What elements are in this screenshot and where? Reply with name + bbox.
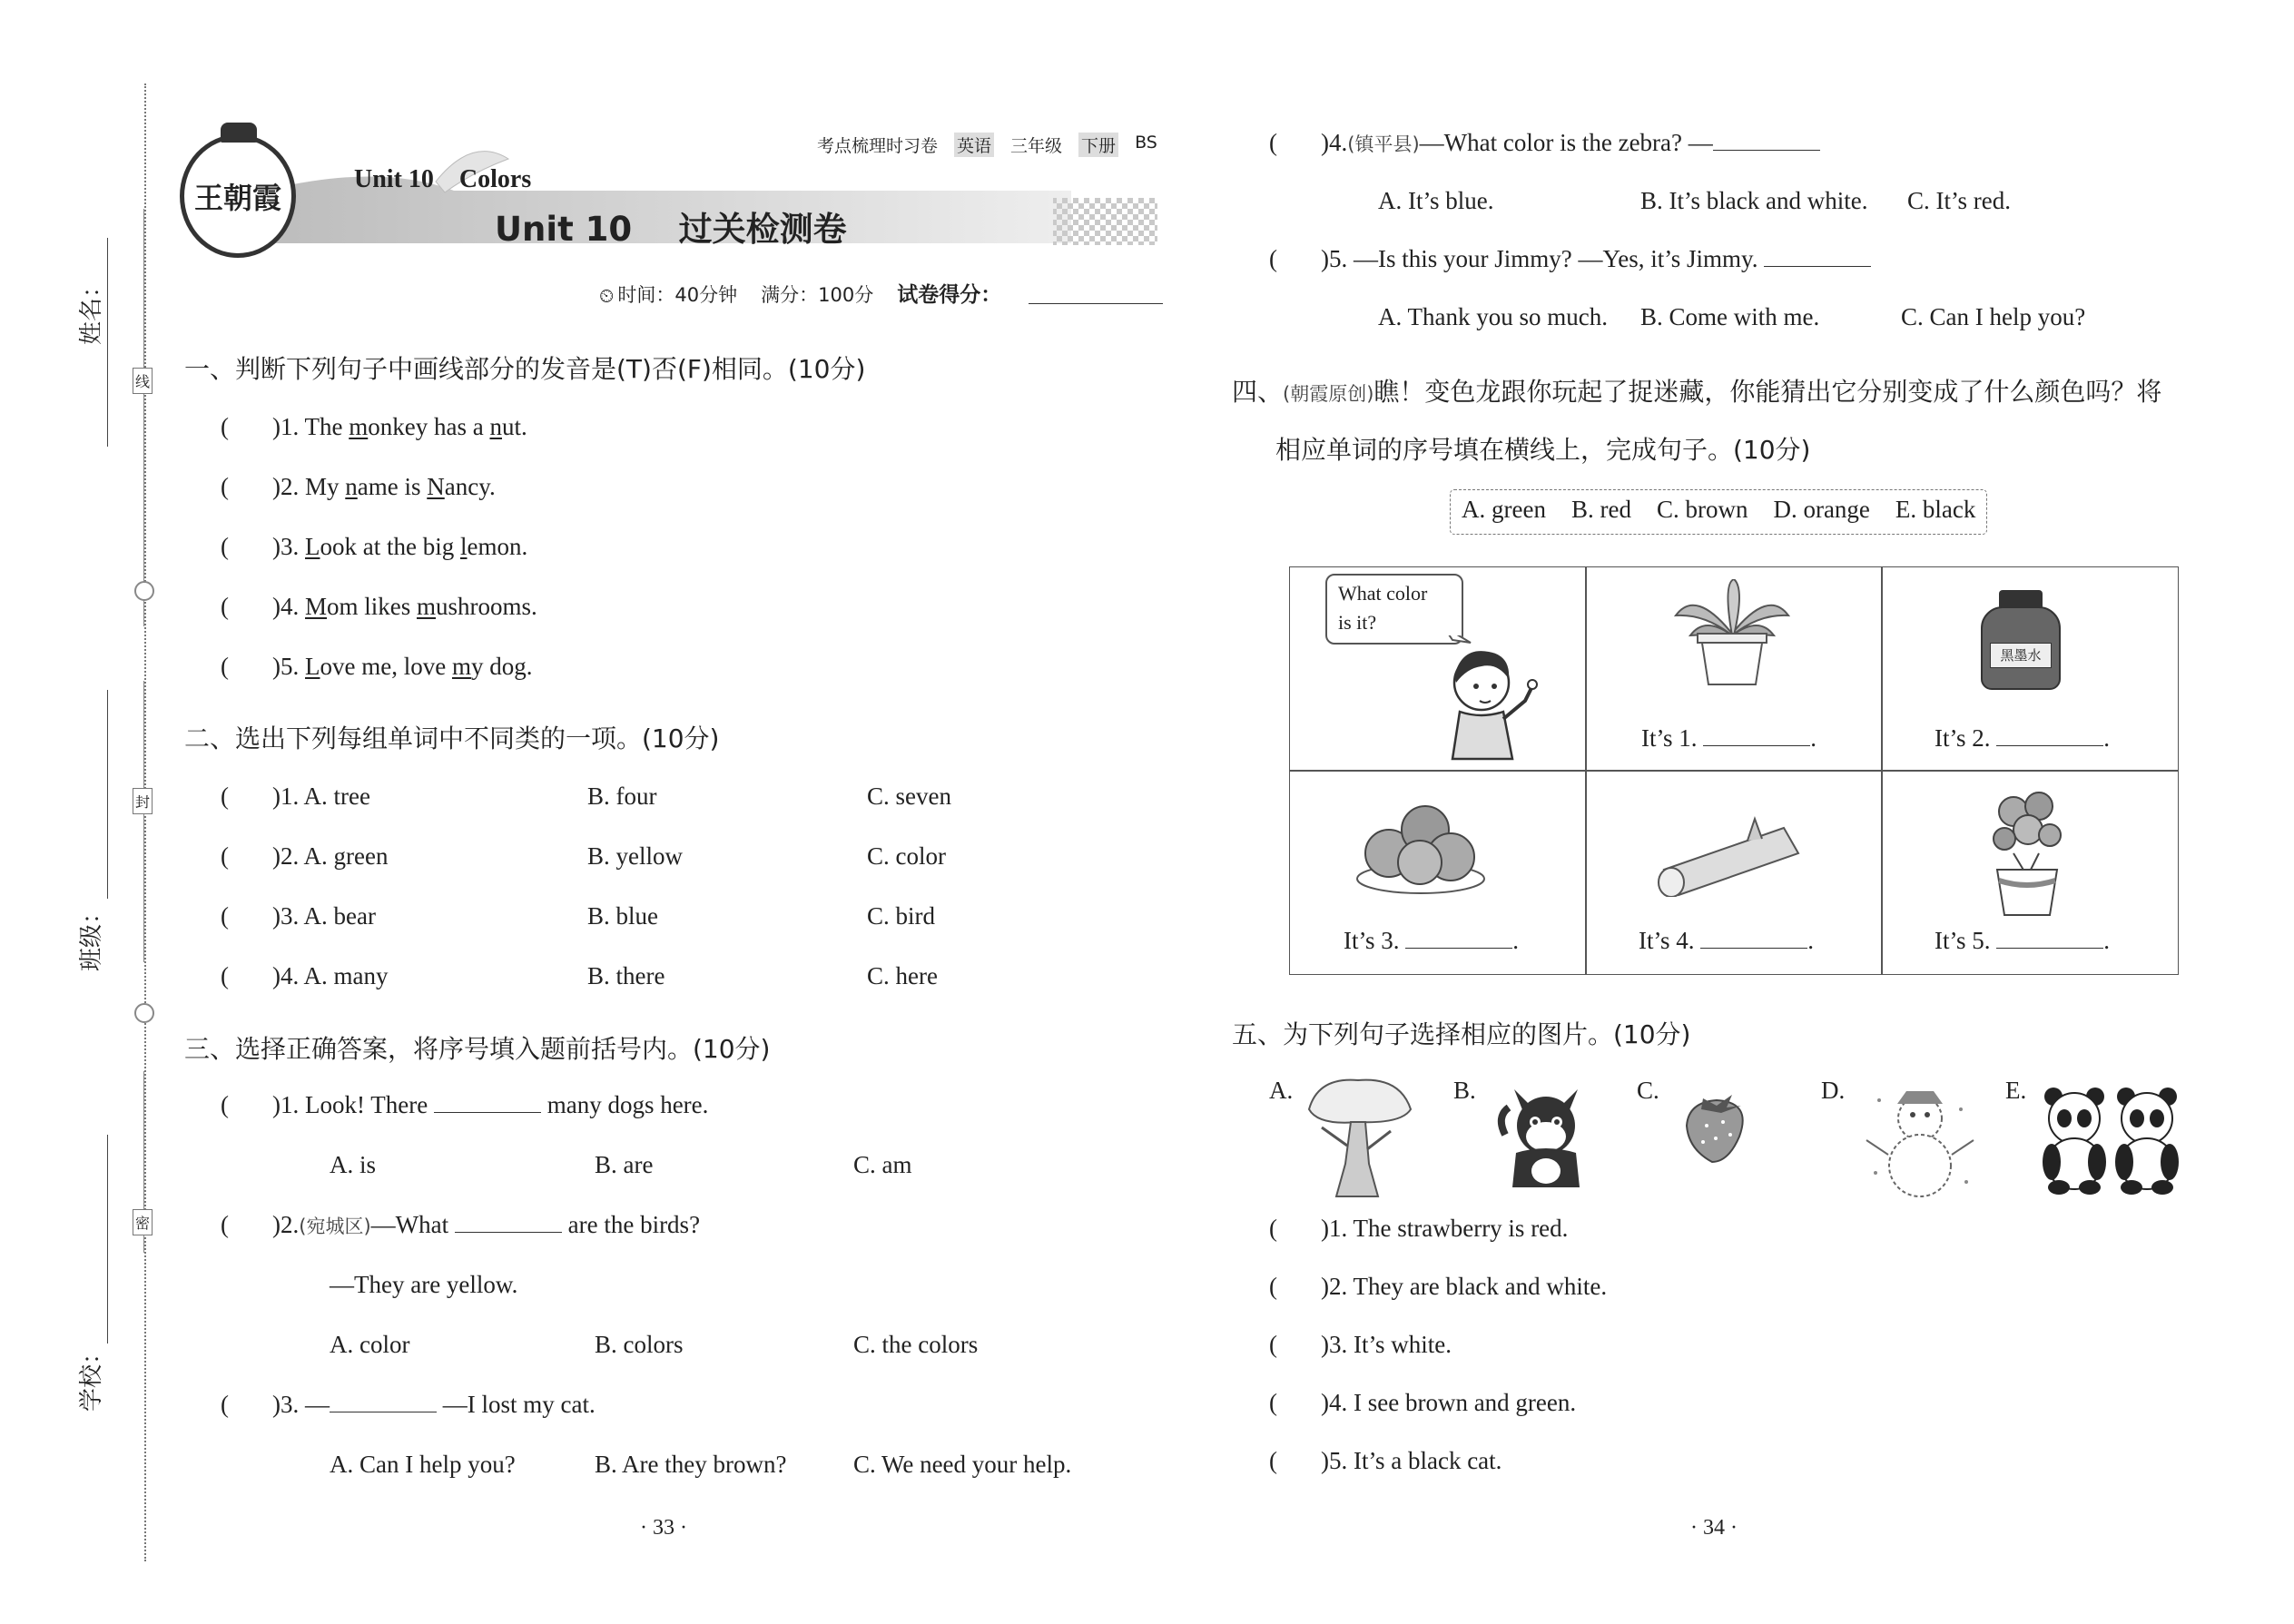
section3-heading: 三、选择正确答案，将序号填入题前括号内。(10分) (184, 1034, 771, 1064)
word-option: B. red (1570, 496, 1631, 523)
binding-ornament (134, 1003, 154, 1023)
answer-bracket[interactable]: ( (221, 1091, 229, 1118)
section1-heading: 一、判断下列句子中画线部分的发音是(T)否(F)相同。(10分) (184, 354, 866, 384)
word-option: D. orange (1773, 496, 1870, 523)
s1-item-4: ( )4. Mom likes mushrooms. (221, 593, 537, 620)
subject-label: 英语 (954, 133, 994, 157)
answer-bracket[interactable]: ( (221, 413, 229, 440)
answer-bracket[interactable]: ( (221, 593, 229, 620)
s3-q1-option-b: B. are (595, 1151, 654, 1178)
s3-q4: ( )4.(镇平县)—What color is the zebra? — (1269, 129, 1820, 157)
score-label: 试卷得分： (897, 283, 1002, 307)
s5-item-4: ( )4. I see brown and green. (1269, 1389, 1577, 1416)
answer-bracket[interactable]: ( (1269, 129, 1277, 156)
black-cat-icon (1496, 1080, 1596, 1189)
s3-q2-option-b: B. colors (595, 1331, 684, 1358)
binding-mark-feng: 封 (133, 788, 153, 814)
s5-item-2: ( )2. They are black and white. (1269, 1273, 1608, 1300)
answer-bracket[interactable]: ( (1269, 1447, 1277, 1474)
name-line (107, 238, 108, 447)
fill-blank[interactable] (1764, 247, 1871, 267)
answer-line-4: It’s 4. . (1639, 927, 1815, 954)
fill-blank[interactable] (1703, 726, 1810, 746)
ink-bottle-icon: 黑墨水 (1975, 590, 2066, 690)
answer-line-5: It’s 5. . (1935, 927, 2111, 954)
picture-label-a: A. (1269, 1077, 1294, 1104)
s1-item-5: ( )5. Love me, love my dog. (221, 653, 533, 680)
s3-q2: ( )2.(宛城区)—What are the birds? (221, 1211, 701, 1238)
school-field[interactable] (73, 1341, 106, 1412)
exam-info (599, 278, 1001, 308)
edition-label: BS (1135, 133, 1157, 153)
name-label: 姓名： (78, 273, 105, 345)
section5-heading: 五、为下列句子选择相应的图片。(10分) (1232, 1019, 1691, 1049)
answer-bracket[interactable]: ( (221, 653, 229, 680)
s3-q4-option-b: B. It’s black and white. (1640, 187, 1868, 214)
s3-q1: ( )1. Look! There many dogs here. (221, 1091, 709, 1118)
s3-q5-option-c: C. Can I help you? (1901, 303, 2086, 330)
logo-crown-icon (221, 123, 257, 143)
answer-bracket[interactable]: ( (1269, 1389, 1277, 1416)
s1-item-1: ( )1. The monkey has a nut. (221, 413, 527, 440)
word-option: A. green (1462, 496, 1546, 523)
boy-pointing-icon (1434, 635, 1552, 763)
s3-q2-option-a: A. color (330, 1331, 410, 1358)
logo-badge (180, 134, 296, 258)
class-field[interactable] (73, 901, 106, 971)
section4-heading: 四、(朝霞原创)瞧！变色龙跟你玩起了捉迷藏，你能猜出它分别变成了什么颜色吗？将 (1232, 377, 2162, 407)
snowman-icon (1861, 1082, 1979, 1200)
school-line (107, 1135, 108, 1343)
oranges-plate-icon (1353, 797, 1489, 897)
s3-q4-option-a: A. It’s blue. (1378, 187, 1494, 214)
section2-heading: 二、选出下列每组单词中不同类的一项。(10分) (184, 723, 720, 753)
fill-blank[interactable] (1713, 131, 1820, 151)
picture-label-e: E. (2005, 1077, 2027, 1104)
speech-bubble: What color is it? (1325, 574, 1463, 645)
section4-heading-line2: 相应单词的序号填在横线上，完成句子。(10分) (1275, 435, 1811, 465)
picture-label-b: B. (1453, 1077, 1476, 1104)
fill-blank[interactable] (455, 1213, 562, 1233)
fill-blank[interactable] (1405, 929, 1512, 949)
answer-line-2: It’s 2. . (1935, 724, 2111, 752)
binding-solid-line (143, 681, 144, 962)
page-title: Unit 10 过关检测卷 (495, 210, 847, 249)
answer-bracket[interactable]: ( (221, 902, 229, 930)
binding-ornament (134, 581, 154, 601)
series-label: 考点梳理时习卷 (817, 136, 939, 156)
s3-q2-response: —They are yellow. (330, 1271, 518, 1298)
s3-q4-option-c: C. It’s red. (1907, 187, 2011, 214)
school-label: 学校： (78, 1340, 105, 1412)
fill-blank[interactable] (1996, 726, 2103, 746)
answer-bracket[interactable]: ( (221, 1211, 229, 1238)
answer-bracket[interactable]: ( (221, 473, 229, 500)
logo-text: 王朝霞 (193, 181, 281, 215)
s3-q3-option-b: B. Are they brown? (595, 1451, 787, 1478)
answer-bracket[interactable]: ( (1269, 245, 1277, 272)
binding-solid-line (143, 209, 144, 626)
unit-subtitle: Unit 10 Colors (354, 165, 532, 193)
right-page-number: · 34 · (1690, 1516, 1738, 1540)
answer-bracket[interactable]: ( (221, 842, 229, 870)
flower-pot-icon (1986, 790, 2068, 917)
answer-bracket[interactable]: ( (221, 782, 229, 810)
s3-q5-option-b: B. Come with me. (1640, 303, 1820, 330)
binding-dotted-line (144, 84, 146, 1561)
s3-q2-option-c: C. the colors (853, 1331, 979, 1358)
left-page-number: · 33 · (640, 1516, 687, 1540)
clock-icon: ⏲ (599, 285, 615, 307)
answer-bracket[interactable]: ( (221, 1391, 229, 1418)
answer-bracket[interactable]: ( (221, 533, 229, 560)
tree-icon (1300, 1073, 1418, 1200)
s1-item-2: ( )2. My name is Nancy. (221, 473, 496, 500)
s3-q1-option-a: A. is (330, 1151, 377, 1178)
answer-bracket[interactable]: ( (1269, 1331, 1277, 1358)
volume-label: 下册 (1078, 133, 1118, 157)
s1-item-3: ( )3. Look at the big lemon. (221, 533, 528, 560)
pandas-icon (2039, 1086, 2184, 1195)
answer-bracket[interactable]: ( (1269, 1273, 1277, 1300)
s5-item-5: ( )5. It’s a black cat. (1269, 1447, 1502, 1474)
picture-label-d: D. (1821, 1077, 1846, 1104)
word-option: C. brown (1656, 496, 1748, 523)
s5-item-1: ( )1. The strawberry is red. (1269, 1215, 1569, 1242)
fill-blank[interactable] (1996, 929, 2103, 949)
potted-plant-icon (1669, 579, 1796, 688)
fill-blank[interactable] (434, 1093, 541, 1113)
answer-line-1: It’s 1. . (1641, 724, 1817, 752)
s3-q3-option-a: A. Can I help you? (330, 1451, 516, 1478)
word-option: E. black (1895, 496, 1976, 523)
picture-label-c: C. (1637, 1077, 1659, 1104)
wooden-log-icon (1648, 815, 1811, 897)
binding-mark-xian: 线 (133, 368, 153, 394)
fill-blank[interactable] (330, 1393, 437, 1412)
binding-mark-mi: 密 (133, 1209, 153, 1235)
grade-label: 三年级 (1010, 136, 1063, 156)
answer-bracket[interactable]: ( (221, 962, 229, 989)
s3-q5-option-a: A. Thank you so much. (1378, 303, 1608, 330)
s5-item-3: ( )3. It’s white. (1269, 1331, 1452, 1358)
word-options-box (1450, 489, 1987, 535)
s3-q5: ( )5. —Is this your Jimmy? —Yes, it’s Jimmy. (1269, 245, 1871, 273)
answer-line-3: It’s 3. . (1344, 927, 1520, 954)
fill-blank[interactable] (1700, 929, 1807, 949)
answer-bracket[interactable]: ( (1269, 1215, 1277, 1242)
s3-q3-option-c: C. We need your help. (853, 1451, 1072, 1478)
header-meta (817, 133, 1157, 157)
class-line (107, 690, 108, 899)
score-field[interactable] (1029, 303, 1163, 304)
strawberry-icon (1676, 1086, 1757, 1167)
time-label: 时间：40分钟 (617, 284, 738, 306)
s3-q1-option-c: C. am (853, 1151, 912, 1178)
s3-q3: ( )3. — —I lost my cat. (221, 1391, 596, 1418)
full-score-label: 满分：100分 (761, 284, 874, 306)
name-field[interactable] (73, 274, 106, 345)
class-label: 班级： (78, 900, 105, 971)
